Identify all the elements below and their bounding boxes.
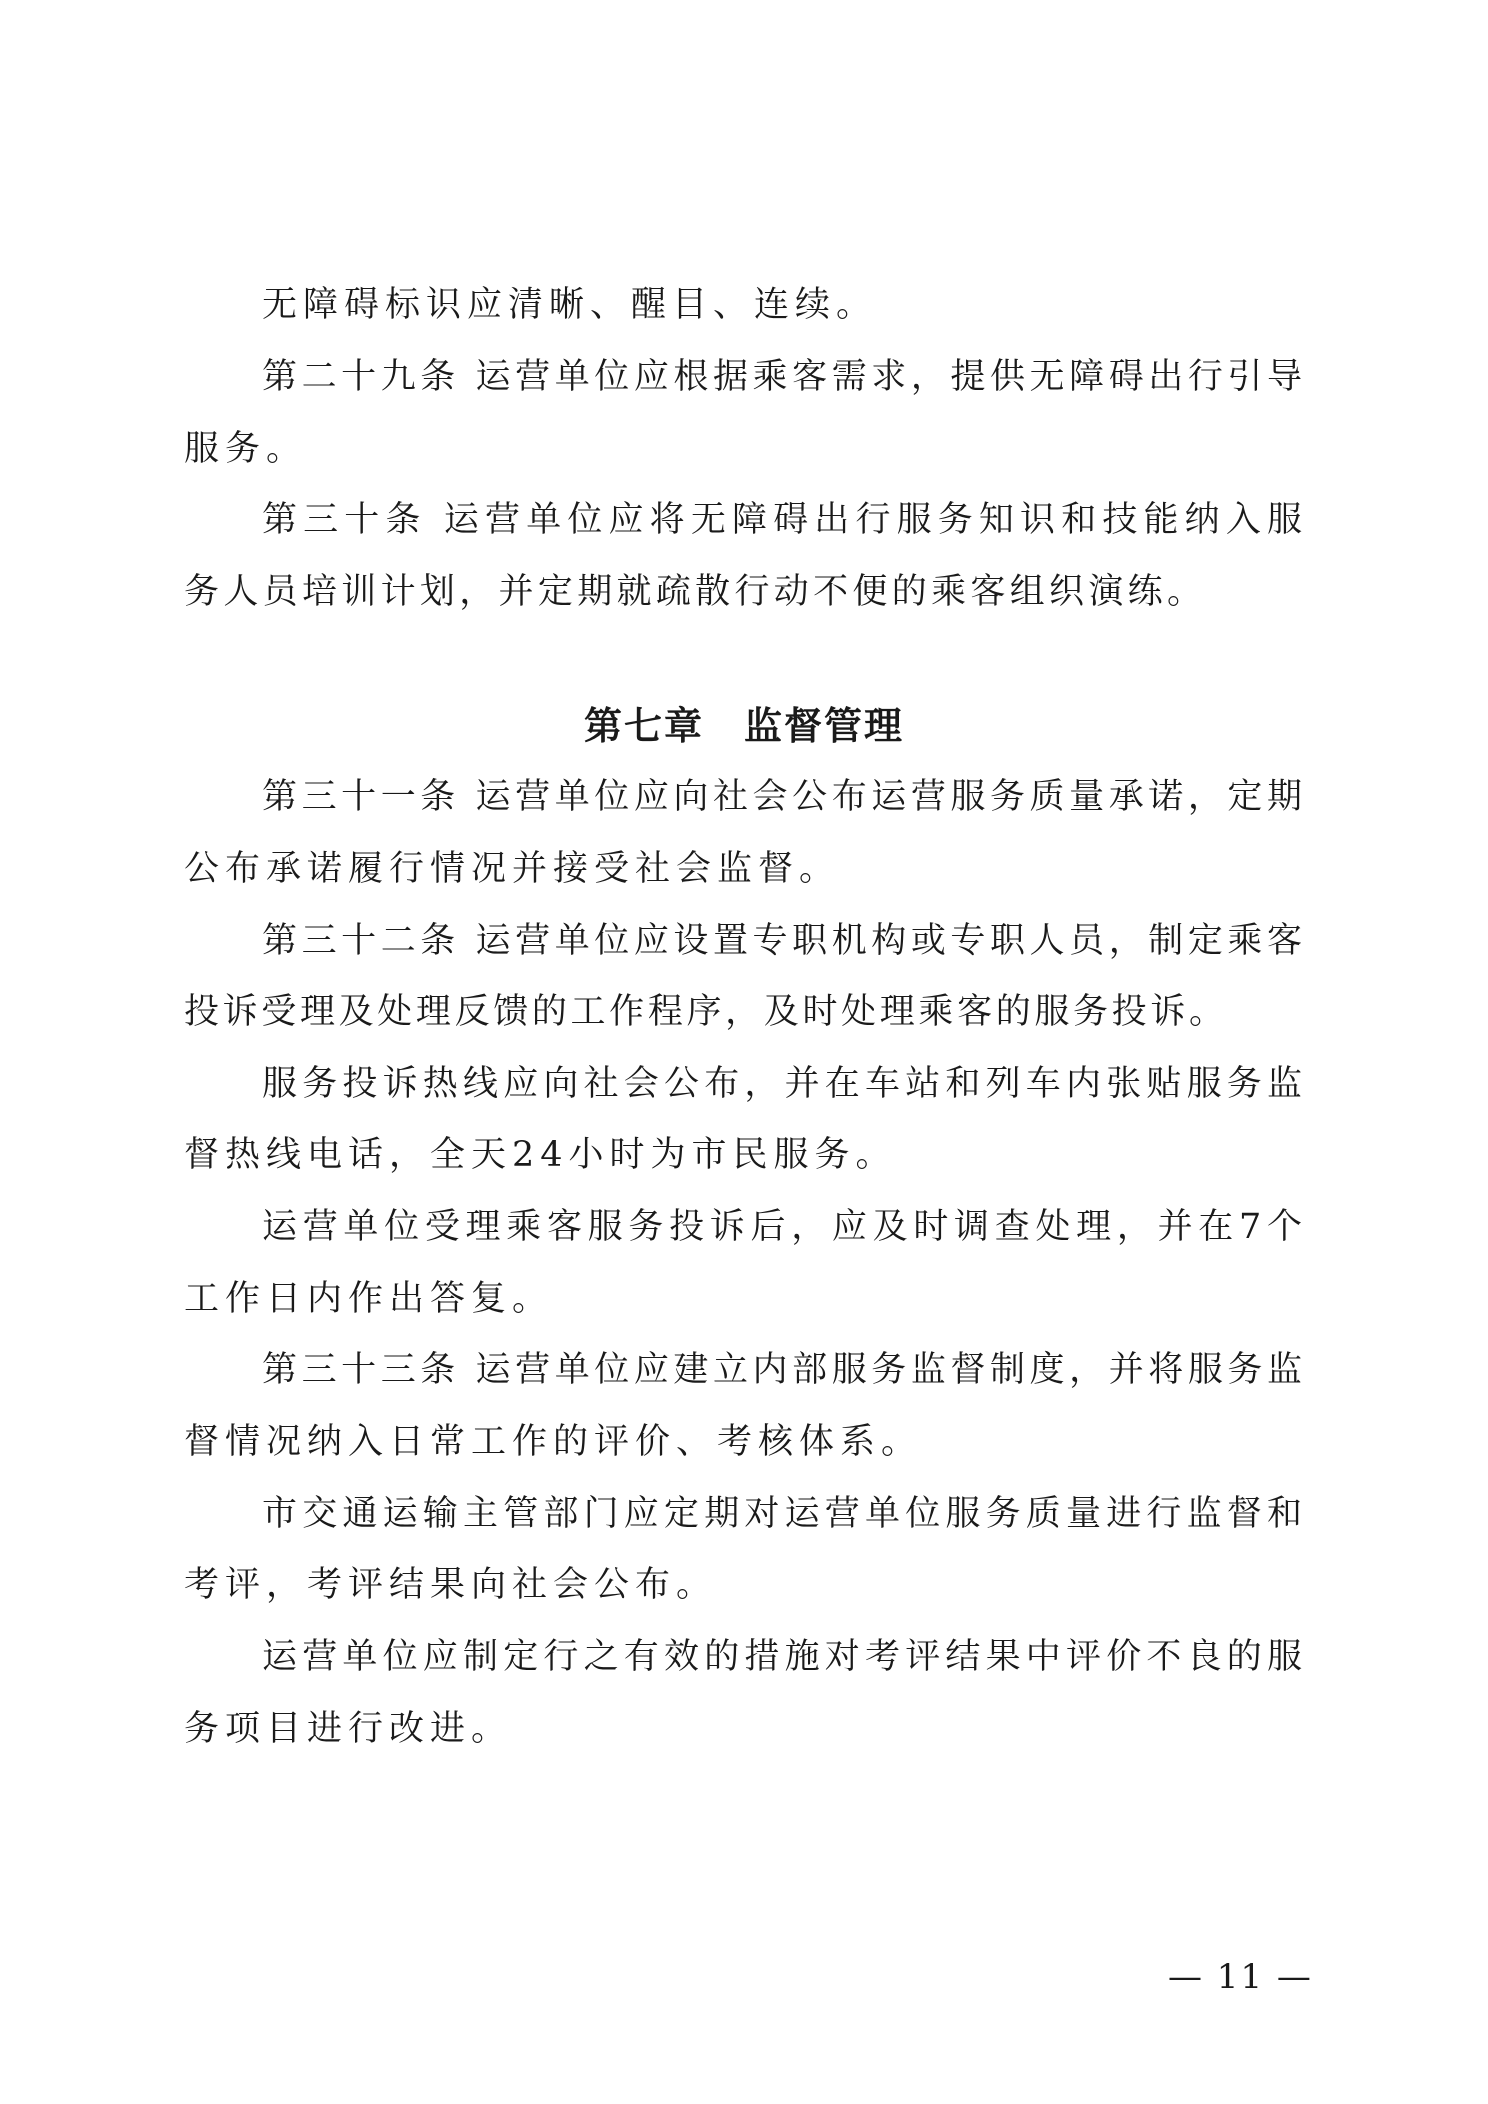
paragraph-line: 工作日内作出答复。 bbox=[184, 1279, 554, 1319]
paragraph-line: 市交通运输主管部门应定期对运营单位服务质量进行监督和 bbox=[262, 1494, 1302, 1534]
paragraph-line: 服务投诉热线应向社会公布，并在车站和列车内张贴服务监 bbox=[262, 1064, 1302, 1104]
paragraph-line: 督热线电话，全天24小时为市民服务。 bbox=[184, 1135, 897, 1175]
paragraph-line: 务人员培训计划，并定期就疏散行动不便的乘客组织演练。 bbox=[184, 572, 1202, 612]
paragraph-line: 第三十条 运营单位应将无障碍出行服务知识和技能纳入服 bbox=[262, 500, 1302, 540]
paragraph-line: 运营单位应制定行之有效的措施对考评结果中评价不良的服 bbox=[262, 1637, 1302, 1677]
paragraph-line: 第三十二条 运营单位应设置专职机构或专职人员，制定乘客 bbox=[262, 921, 1302, 961]
paragraph-line: 公布承诺履行情况并接受社会监督。 bbox=[184, 849, 841, 889]
paragraph-line: 第三十一条 运营单位应向社会公布运营服务质量承诺，定期 bbox=[262, 777, 1302, 817]
paragraph-line: 服务。 bbox=[184, 429, 308, 469]
chapter-title: 第七章 监督管理 bbox=[583, 704, 904, 748]
paragraph-line: 督情况纳入日常工作的评价、考核体系。 bbox=[184, 1422, 923, 1462]
paragraph-line: 无障碍标识应清晰、醒目、连续。 bbox=[262, 285, 878, 325]
paragraph-line: 第二十九条 运营单位应根据乘客需求，提供无障碍出行引导 bbox=[262, 357, 1302, 397]
paragraph-line: 务项目进行改进。 bbox=[184, 1709, 513, 1749]
paragraph-line: 运营单位受理乘客服务投诉后，应及时调查处理，并在7个 bbox=[262, 1207, 1302, 1247]
page-number: — 11 — bbox=[1168, 1957, 1313, 1997]
paragraph-line: 投诉受理及处理反馈的工作程序，及时处理乘客的服务投诉。 bbox=[184, 992, 1224, 1032]
paragraph-line: 第三十三条 运营单位应建立内部服务监督制度，并将服务监 bbox=[262, 1350, 1302, 1390]
paragraph-line: 考评，考评结果向社会公布。 bbox=[184, 1565, 718, 1605]
